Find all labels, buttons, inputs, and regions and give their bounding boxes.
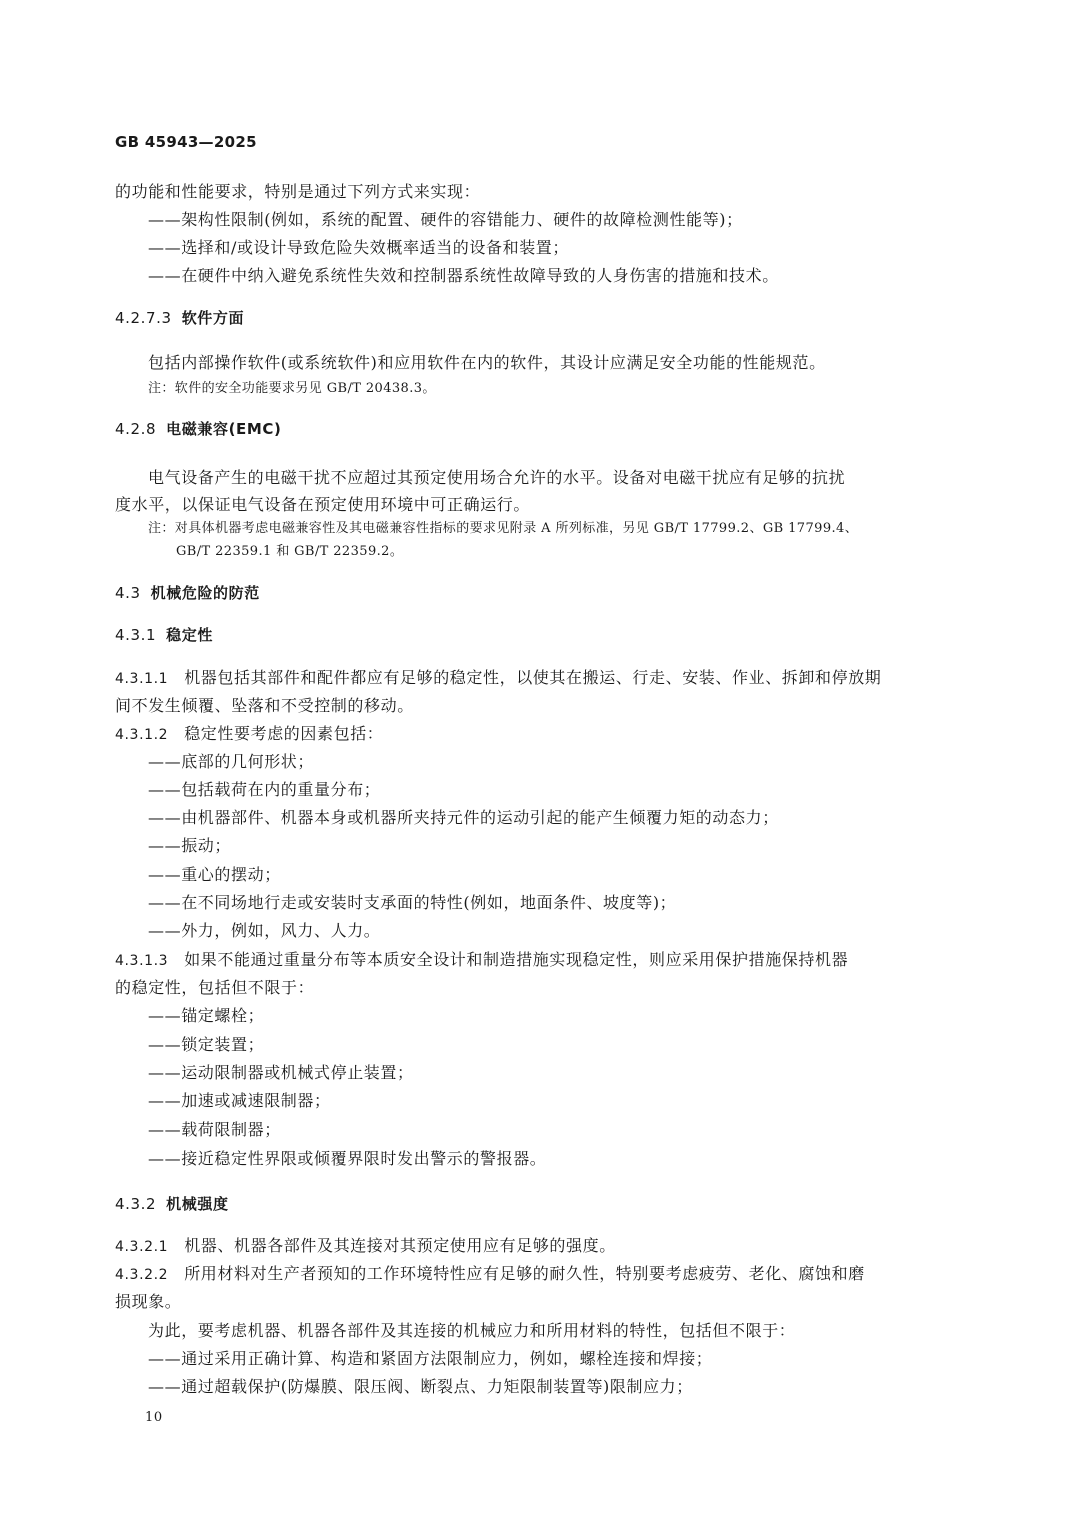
body-text-line: ——振动； — [148, 836, 232, 855]
section-title: 软件方面 — [181, 309, 245, 327]
body-text-line: ——通过采用正确计算、构造和紧固方法限制应力，例如，螺栓连接和焊接； — [148, 1349, 713, 1368]
numbered-clause — [115, 1235, 616, 1258]
clause-number: 4.3.1.2 — [115, 727, 169, 743]
clause-number: 4.3.2.2 — [115, 1267, 169, 1283]
body-text-line: 的功能和性能要求，特别是通过下列方式来实现： — [115, 182, 481, 201]
clause-number: 4.3.1.1 — [115, 671, 169, 687]
body-text-line: ——在不同场地行走或安装时支承面的特性(例如，地面条件、坡度等)； — [148, 893, 677, 912]
numbered-clause — [115, 1263, 865, 1286]
section-number: 4.3 — [115, 584, 141, 602]
body-text-line: ——由机器部件、机器本身或机器所夹持元件的运动引起的能产生倾覆力矩的动态力； — [148, 808, 779, 827]
section-number: 4.2.7.3 — [115, 309, 172, 327]
section-number: 4.2.8 — [115, 420, 157, 438]
numbered-clause — [115, 723, 383, 746]
clause-text: 机器包括其部件和配件都应有足够的稳定性，以使其在搬运、行走、安装、作业、拆卸和停放期 — [184, 668, 882, 687]
clause-text: 稳定性要考虑的因素包括： — [184, 724, 384, 743]
clause-text: 所用材料对生产者预知的工作环境特性应有足够的耐久性，特别要考虑疲劳、老化、腐蚀和磨 — [184, 1264, 865, 1283]
section-heading — [115, 582, 260, 604]
body-text-line: ——锚定螺栓； — [148, 1006, 265, 1025]
clause-text: 机器、机器各部件及其连接对其预定使用应有足够的强度。 — [184, 1236, 616, 1255]
section-title: 机械危险的防范 — [150, 584, 260, 602]
section-number: 4.3.1 — [115, 626, 157, 644]
body-text-line: ——接近稳定性界限或倾覆界限时发出警示的警报器。 — [148, 1149, 547, 1168]
section-number: 4.3.2 — [115, 1195, 157, 1213]
body-text-line: ——在硬件中纳入避免系统性失效和控制器系统性故障导致的人身伤害的措施和技术。 — [148, 266, 779, 285]
numbered-clause — [115, 949, 848, 972]
body-text-line: ——架构性限制(例如，系统的配置、硬件的容错能力、硬件的故障检测性能等)； — [148, 210, 743, 229]
clause-number: 4.3.1.3 — [115, 953, 169, 969]
document-code: GB 45943—2025 — [115, 133, 257, 151]
body-text-line: ——底部的几何形状； — [148, 752, 315, 771]
body-text-line: 电气设备产生的电磁干扰不应超过其预定使用场合允许的水平。设备对电磁干扰应有足够的抗扰 — [148, 468, 846, 487]
body-text-line: 损现象。 — [115, 1292, 182, 1311]
body-text-line: ——包括载荷在内的重量分布； — [148, 780, 381, 799]
body-text-line: 的稳定性，包括但不限于： — [115, 978, 315, 997]
body-text-line: 为此，要考虑机器、机器各部件及其连接的机械应力和所用材料的特性，包括但不限于： — [148, 1321, 796, 1340]
section-title: 电磁兼容(EMC) — [166, 420, 282, 438]
body-text-line: 包括内部操作软件(或系统软件)和应用软件在内的软件，其设计应满足安全功能的性能规范。 — [148, 353, 826, 372]
clause-number: 4.3.2.1 — [115, 1239, 169, 1255]
body-text-line: 间不发生倾覆、坠落和不受控制的移动。 — [115, 696, 414, 715]
numbered-clause — [115, 667, 881, 690]
note-text: 注：对具体机器考虑电磁兼容性及其电磁兼容性指标的要求见附录 A 所列标准，另见 GB/T 17799.2、GB 17799.4、 — [148, 521, 859, 536]
section-heading — [115, 307, 244, 329]
section-heading — [115, 624, 213, 646]
body-text-line: ——加速或减速限制器； — [148, 1091, 331, 1110]
section-heading — [115, 418, 281, 440]
section-heading — [115, 1193, 229, 1215]
body-text-line: ——通过超载保护(防爆膜、限压阀、断裂点、力矩限制装置等)限制应力； — [148, 1377, 693, 1396]
body-text-line: ——锁定装置； — [148, 1035, 265, 1054]
body-text-line: ——载荷限制器； — [148, 1120, 281, 1139]
clause-text: 如果不能通过重量分布等本质安全设计和制造措施实现稳定性，则应采用保护措施保持机器 — [184, 950, 849, 969]
body-text-line: ——重心的摆动； — [148, 865, 281, 884]
body-text-line: ——运动限制器或机械式停止装置； — [148, 1063, 414, 1082]
section-title: 机械强度 — [166, 1195, 229, 1213]
note-text: GB/T 22359.1 和 GB/T 22359.2。 — [176, 544, 404, 559]
body-text-line: ——选择和/或设计导致危险失效概率适当的设备和装置； — [148, 238, 569, 257]
body-text-line: 度水平，以保证电气设备在预定使用环境中可正确运行。 — [115, 495, 531, 514]
note-text: 注：软件的安全功能要求另见 GB/T 20438.3。 — [148, 381, 436, 396]
body-text-line: ——外力，例如，风力、人力。 — [148, 921, 381, 940]
page-number: 10 — [145, 1410, 163, 1425]
section-title: 稳定性 — [166, 626, 213, 644]
